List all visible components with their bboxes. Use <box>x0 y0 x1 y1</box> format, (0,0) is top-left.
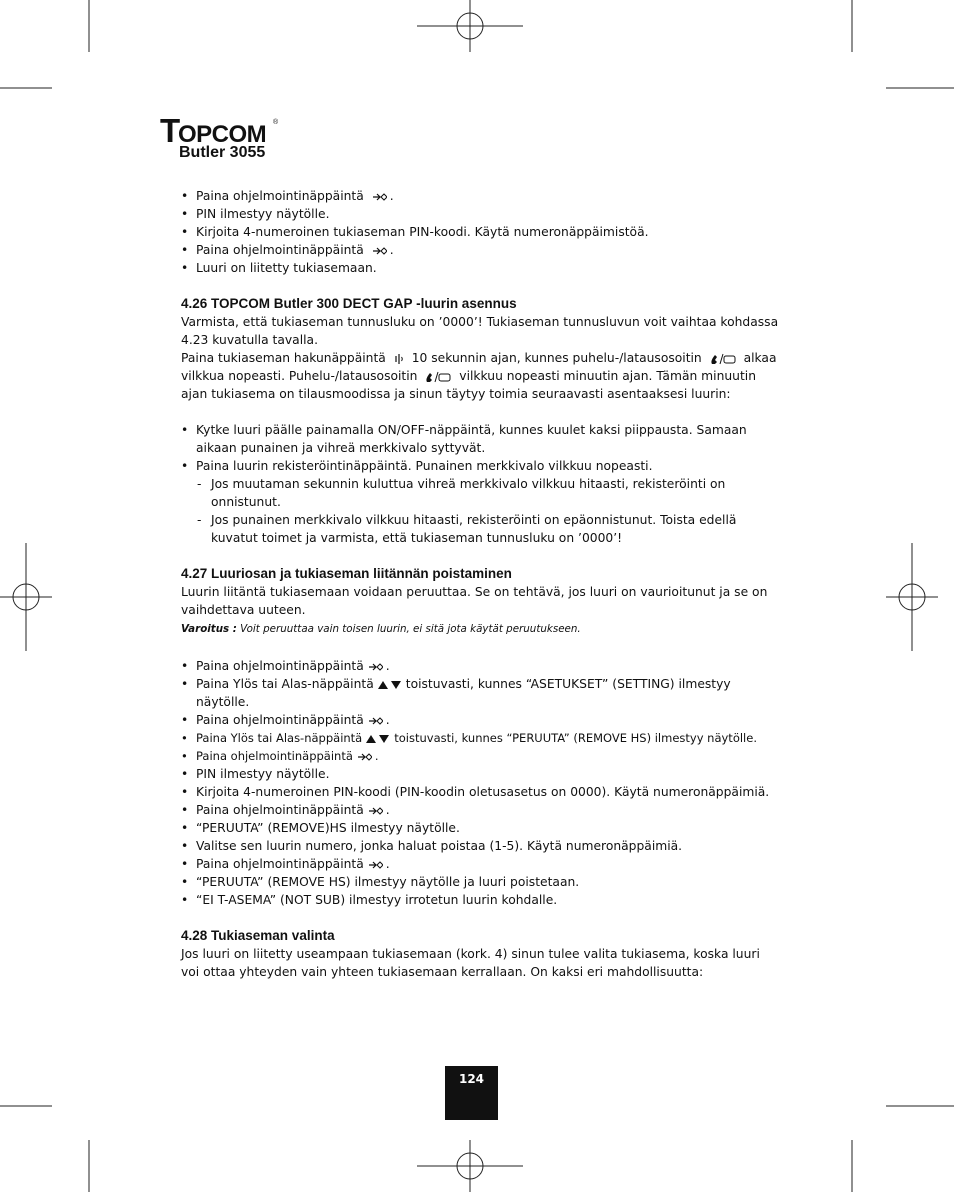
program-key-icon <box>371 245 387 257</box>
list-item: • Kytke luuri päälle painamalla ON/OFF-näppäintä, kunnes kuulet kaksi piippausta. Samaan aikaan punainen ja vihreä merkkivalo syttyvät. <box>181 421 781 457</box>
section-heading: 4.27 Luuriosan ja tukiaseman liitännän poistaminen <box>181 566 512 581</box>
list-item: • Paina ohjelmointinäppäintä . <box>181 801 781 819</box>
paragraph: Luurin liitäntä tukiasemaan voidaan peruuttaa. Se on tehtävä, jos luuri on vaurioitunut ja se on vaihdettava uuteen. <box>181 585 768 617</box>
phone-charge-led-icon <box>709 352 737 366</box>
list-item: • PIN ilmestyy näytölle. <box>181 205 781 223</box>
page-content <box>181 187 781 981</box>
list-item: • Kirjoita 4-numeroinen tukiaseman PIN-koodi. Käytä numeronäppäimistöä. <box>181 223 781 241</box>
list-item: • Paina ohjelmointinäppäintä . <box>181 747 781 765</box>
list-item: • Paina ohjelmointinäppäintä . <box>181 855 781 873</box>
paragraph: Jos luuri on liitetty useampaan tukiasemaan (kork. 4) sinun tulee valita tukiasema, koska luuri voi ottaa yhteyden vain yhteen tukiasemaan kerrallaan. On kaksi eri mahdollisuutta: <box>181 947 760 979</box>
warning-note: Varoitus : Voit peruuttaa vain toisen luurin, ei sitä jota käytät peruutukseen. <box>181 623 581 635</box>
program-key-icon <box>356 751 372 763</box>
up-down-arrow-icons <box>365 733 391 745</box>
svg-text:T: T <box>160 112 180 148</box>
list-item: • Luuri on liitetty tukiasemaan. <box>181 259 781 277</box>
list-item: • Paina ohjelmointinäppäintä . <box>181 711 781 729</box>
program-key-icon <box>371 191 387 203</box>
svg-text:®: ® <box>273 119 279 126</box>
svg-text:OPCOM: OPCOM <box>178 121 267 148</box>
phone-charge-led-icon <box>424 370 452 384</box>
program-key-icon <box>367 805 383 817</box>
list-item: • Paina Ylös tai Alas-näppäintä toistuvasti, kunnes “PERUUTA” (REMOVE HS) ilmestyy näytölle. <box>181 729 781 747</box>
program-key-icon <box>367 715 383 727</box>
list-item: • “PERUUTA” (REMOVE HS) ilmestyy näytölle ja luuri poistetaan. <box>181 873 781 891</box>
section-heading: 4.26 TOPCOM Butler 300 DECT GAP -luurin asennus <box>181 296 517 311</box>
list-item: • Valitse sen luurin numero, jonka haluat poistaa (1-5). Käytä numeronäppäimiä. <box>181 837 781 855</box>
paragraph: Varmista, että tukiaseman tunnusluku on ’0000’! Tukiaseman tunnusluvun voit vaihtaa kohdassa 4.23 kuvatulla tavalla. <box>181 315 779 347</box>
up-down-arrow-icons <box>377 679 403 691</box>
sub-list-item: - Jos punainen merkkivalo vilkkuu hitaasti, rekisteröinti on epäonnistunut. Toista edellä kuvatut toimet ja varmista, että tukiaseman tunnusluku on ’0000’! <box>181 511 781 547</box>
model-name: Butler 3055 <box>179 144 266 161</box>
list-item: • “PERUUTA” (REMOVE)HS ilmestyy näytölle. <box>181 819 781 837</box>
list-item: • Paina ohjelmointinäppäintä . <box>181 657 781 675</box>
program-key-icon <box>367 661 383 673</box>
list-item: • “EI T-ASEMA” (NOT SUB) ilmestyy irrotetun luurin kohdalle. <box>181 891 781 909</box>
program-key-icon <box>367 859 383 871</box>
list-item: • Paina ohjelmointinäppäintä . <box>181 187 781 205</box>
section-heading: 4.28 Tukiaseman valinta <box>181 928 335 943</box>
list-item: • PIN ilmestyy näytölle. <box>181 765 781 783</box>
list-item: • Paina ohjelmointinäppäintä . <box>181 241 781 259</box>
sub-list-item: - Jos muutaman sekunnin kuluttua vihreä merkkivalo vilkkuu hitaasti, rekisteröinti on onnistunut. <box>181 475 781 511</box>
topcom-logo <box>160 112 280 148</box>
list-item: • Paina Ylös tai Alas-näppäintä toistuvasti, kunnes “ASETUKSET” (SETTING) ilmestyy näytölle. <box>181 675 781 711</box>
page-number: 124 <box>445 1066 498 1120</box>
paragraph: Paina tukiaseman hakunäppäintä 10 sekunnin ajan, kunnes puhelu-/latausosoitin alkaa vilkkua nopeasti. Puhelu-/latausosoitin vilkkuu nopeasti minuutin ajan. Tämän minuutin ajan tukiasema on tilausmoodissa ja sinun täytyy toimia seuraavasti asentaaksesi luurin: <box>181 351 777 401</box>
list-item: • Paina luurin rekisteröintinäppäintä. Punainen merkkivalo vilkkuu nopeasti. <box>181 457 781 475</box>
list-item: • Kirjoita 4-numeroinen PIN-koodi (PIN-koodin oletusasetus on 0000). Käytä numeronäppäimiä. <box>181 783 781 801</box>
paging-key-icon <box>393 352 405 366</box>
